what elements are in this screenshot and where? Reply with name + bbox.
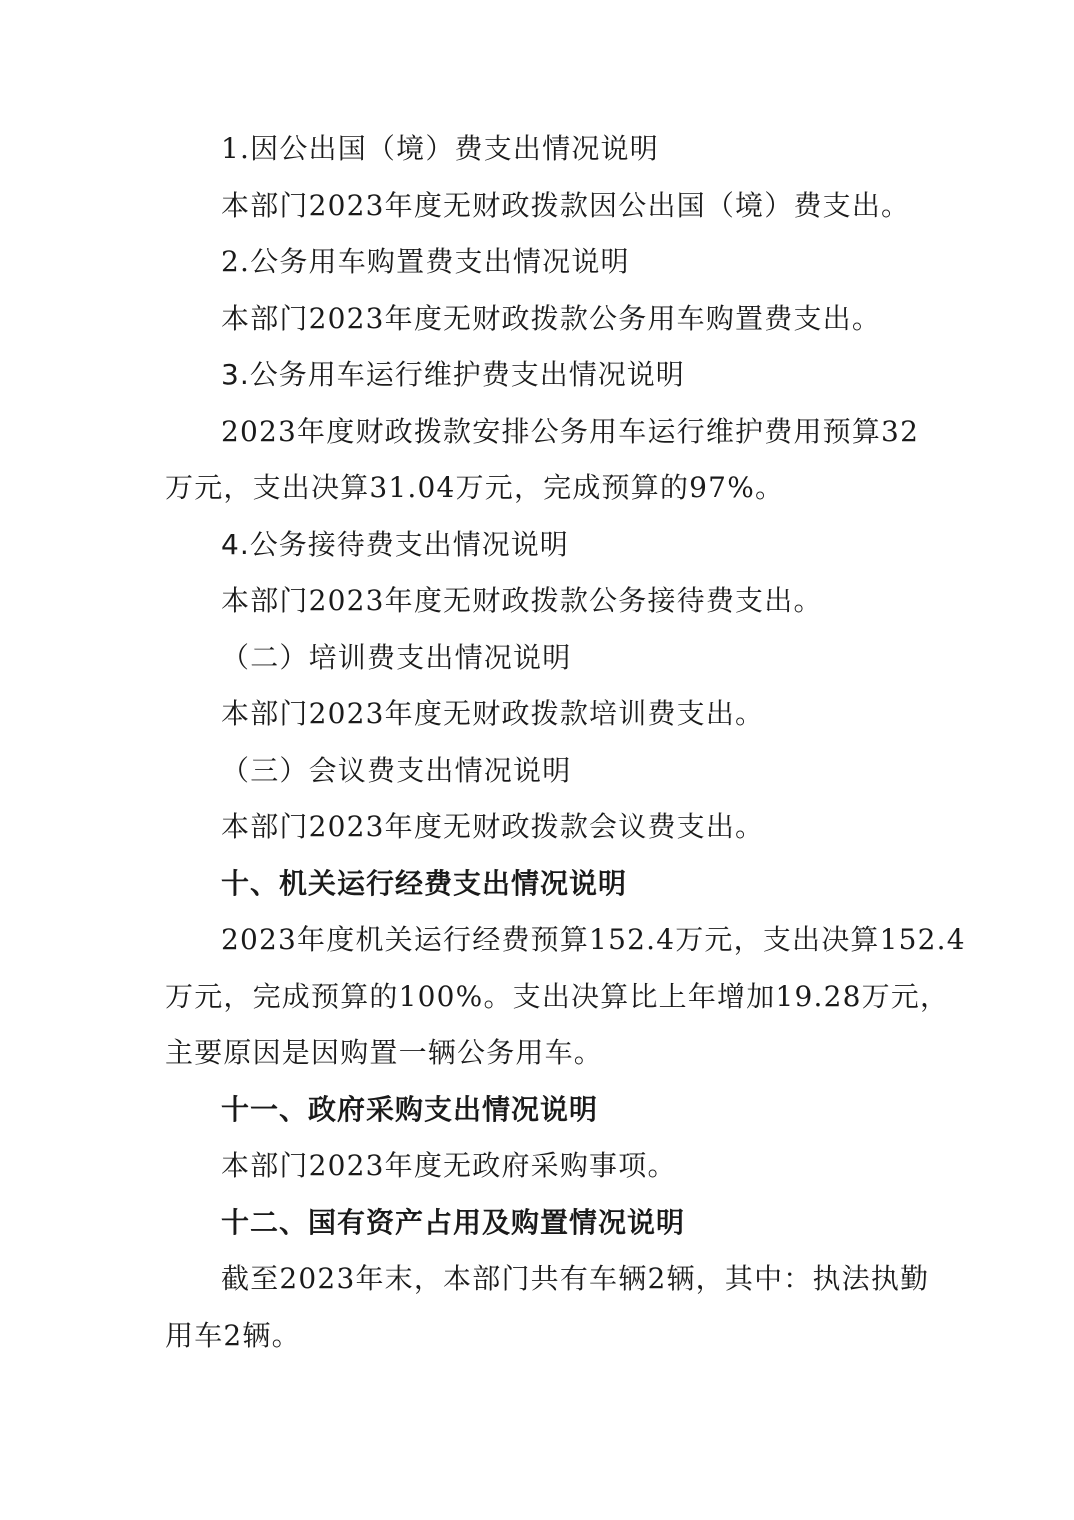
subheading-overseas-travel: 1.因公出国（境）费支出情况说明: [221, 132, 659, 165]
paragraph-reception: 本部门2023年度无财政拨款公务接待费支出。: [221, 584, 823, 617]
heading-section-10: 十、机关运行经费支出情况说明: [221, 866, 628, 900]
paragraph-vehicle-maintenance-line1: 2023年度财政拨款安排公务用车运行维护费用预算32: [221, 414, 920, 448]
paragraph-meeting: 本部门2023年度无财政拨款会议费支出。: [221, 810, 765, 843]
paragraph-vehicle-maintenance-line2: 万元，支出决算31.04万元，完成预算的97%。: [165, 471, 785, 504]
subheading-reception: 4.公务接待费支出情况说明: [221, 527, 569, 561]
heading-section-12: 十二、国有资产占用及购置情况说明: [221, 1205, 686, 1239]
subheading-vehicle-purchase: 2.公务用车购置费支出情况说明: [221, 245, 630, 278]
heading-section-11: 十一、政府采购支出情况说明: [221, 1092, 599, 1126]
subheading-vehicle-maintenance: 3.公务用车运行维护费支出情况说明: [221, 358, 685, 391]
paragraph-operating-funds-line1: 2023年度机关运行经费预算152.4万元，支出决算152.4: [221, 923, 966, 956]
paragraph-assets-line2: 用车2辆。: [165, 1318, 301, 1352]
paragraph-operating-funds-line3: 主要原因是因购置一辆公务用车。: [165, 1036, 604, 1069]
subheading-training: （二）培训费支出情况说明: [221, 640, 572, 674]
document-body: [165, 121, 966, 1364]
paragraph-overseas-travel: 本部门2023年度无财政拨款因公出国（境）费支出。: [221, 188, 911, 222]
paragraph-procurement: 本部门2023年度无政府采购事项。: [221, 1149, 677, 1182]
paragraph-operating-funds-line2: 万元，完成预算的100%。支出决算比上年增加19.28万元，: [165, 979, 950, 1013]
paragraph-vehicle-purchase: 本部门2023年度无财政拨款公务用车购置费支出。: [221, 301, 882, 335]
paragraph-training: 本部门2023年度无财政拨款培训费支出。: [221, 697, 765, 730]
subheading-meeting: （三）会议费支出情况说明: [221, 753, 572, 787]
paragraph-assets-line1: 截至2023年末，本部门共有车辆2辆，其中：执法执勤: [221, 1262, 930, 1295]
